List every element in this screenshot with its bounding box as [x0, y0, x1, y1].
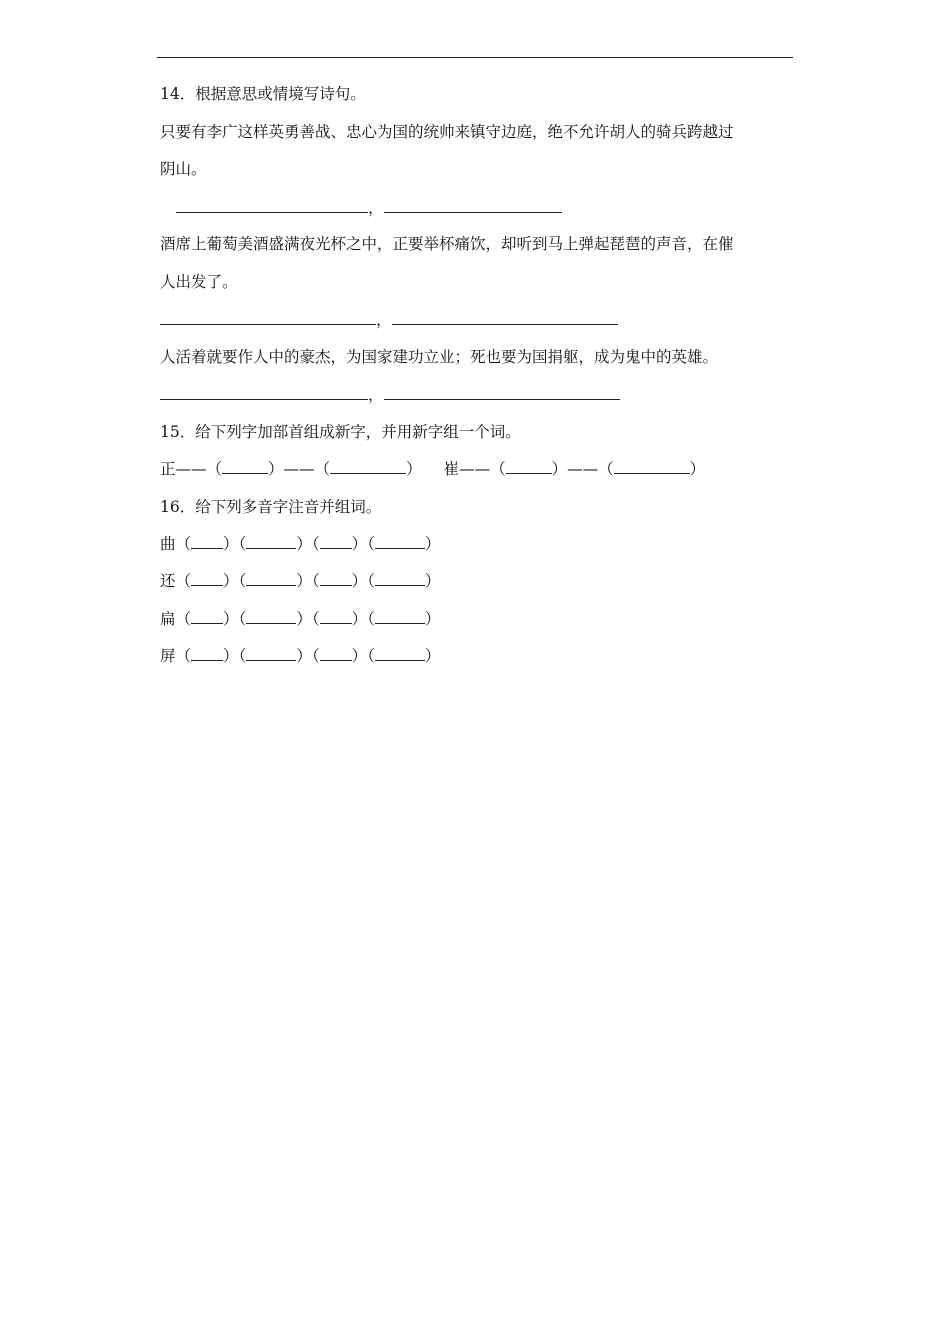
- right-paren: ）: [296, 610, 312, 628]
- q16-row: [160, 532, 440, 554]
- q14-title: 14．根据意思或情境写诗句。: [160, 85, 366, 103]
- pinyin-blank[interactable]: [320, 609, 352, 624]
- q14-item1-prompt-line2: 阴山。: [160, 160, 207, 178]
- new-char-blank[interactable]: [506, 459, 552, 474]
- left-paren: （: [367, 610, 375, 628]
- left-paren: （: [311, 572, 320, 590]
- left-paren: （: [238, 610, 247, 628]
- right-paren: ）: [223, 647, 239, 665]
- pinyin-blank[interactable]: [191, 646, 223, 661]
- answer-blank[interactable]: [160, 385, 368, 400]
- word-blank[interactable]: [375, 646, 425, 661]
- right-paren: ）: [406, 460, 422, 478]
- pinyin-blank[interactable]: [191, 609, 223, 624]
- header-rule: [157, 57, 793, 58]
- answer-blank[interactable]: [176, 198, 368, 213]
- left-paren: （: [175, 647, 192, 665]
- q15-row: [160, 457, 705, 479]
- right-paren: ）: [351, 610, 368, 628]
- answer-blank[interactable]: [384, 198, 562, 213]
- right-paren: ）: [296, 535, 312, 553]
- right-paren: ）: [223, 572, 239, 590]
- right-paren: ）: [551, 460, 568, 478]
- right-paren: ）: [296, 572, 312, 590]
- comma: ，: [368, 386, 384, 404]
- right-paren: ）: [424, 610, 441, 628]
- pinyin-blank[interactable]: [320, 646, 352, 661]
- word-blank[interactable]: [375, 609, 425, 624]
- q15-title: 15．给下列字加部首组成新字，并用新字组一个词。: [160, 423, 521, 441]
- new-char-blank[interactable]: [222, 459, 268, 474]
- right-paren: ）: [296, 647, 312, 665]
- q16-row: [160, 569, 440, 591]
- word-blank[interactable]: [375, 571, 425, 586]
- dash: ——: [283, 460, 315, 478]
- right-paren: ）: [424, 647, 441, 665]
- q14-item2-prompt-line2: 人出发了。: [160, 273, 238, 291]
- right-paren: ）: [351, 535, 368, 553]
- answer-blank[interactable]: [392, 310, 618, 325]
- pinyin-blank[interactable]: [320, 534, 352, 549]
- word-blank[interactable]: [375, 534, 425, 549]
- polyphone-char: 曲: [160, 535, 176, 553]
- pinyin-blank[interactable]: [191, 571, 223, 586]
- dash: ——: [567, 460, 599, 478]
- q16-title: 16．给下列多音字注音并组词。: [160, 498, 382, 516]
- q16-row: [160, 644, 440, 666]
- q15-char: 崔: [443, 460, 460, 478]
- left-paren: （: [367, 535, 375, 553]
- left-paren: （: [175, 610, 192, 628]
- dash: ——: [459, 460, 491, 478]
- q14-item2-prompt-line1: 酒席上葡萄美酒盛满夜光杯之中，正要举杯痛饮，却听到马上弹起琵琶的声音，在催: [160, 235, 734, 253]
- left-paren: （: [238, 647, 247, 665]
- pinyin-blank[interactable]: [320, 571, 352, 586]
- q14-item1-answer-row: [176, 196, 562, 218]
- polyphone-char: 屏: [160, 647, 176, 665]
- left-paren: （: [238, 572, 247, 590]
- word-blank[interactable]: [614, 459, 690, 474]
- q15-char: 正: [160, 460, 176, 478]
- left-paren: （: [238, 535, 247, 553]
- q14-item2-answer-row: [160, 308, 618, 330]
- dash: ——: [175, 460, 207, 478]
- answer-blank[interactable]: [384, 385, 620, 400]
- left-paren: （: [598, 460, 614, 478]
- q16-row: [160, 607, 440, 629]
- q14-item1-prompt-line1: 只要有李广这样英勇善战、忠心为国的统帅来镇守边庭，绝不允许胡人的骑兵跨越过: [160, 123, 734, 141]
- right-paren: ）: [351, 572, 368, 590]
- right-paren: ）: [424, 535, 441, 553]
- left-paren: （: [175, 572, 192, 590]
- polyphone-char: 扁: [160, 610, 176, 628]
- left-paren: （: [175, 535, 192, 553]
- right-paren: ）: [223, 535, 239, 553]
- comma: ，: [376, 311, 392, 329]
- word-blank[interactable]: [246, 571, 296, 586]
- left-paren: （: [367, 572, 375, 590]
- left-paren: （: [311, 535, 320, 553]
- word-blank[interactable]: [330, 459, 406, 474]
- left-paren: （: [490, 460, 506, 478]
- polyphone-char: 还: [160, 572, 176, 590]
- right-paren: ）: [689, 460, 706, 478]
- left-paren: （: [311, 610, 320, 628]
- word-blank[interactable]: [246, 534, 296, 549]
- q14-item3-prompt-line1: 人活着就要作人中的豪杰，为国家建功立业；死也要为国捐躯，成为鬼中的英雄。: [160, 348, 719, 366]
- left-paren: （: [311, 647, 320, 665]
- left-paren: （: [367, 647, 375, 665]
- left-paren: （: [206, 460, 223, 478]
- word-blank[interactable]: [246, 646, 296, 661]
- left-paren: （: [314, 460, 331, 478]
- word-blank[interactable]: [246, 609, 296, 624]
- right-paren: ）: [424, 572, 441, 590]
- comma: ，: [368, 199, 384, 217]
- pinyin-blank[interactable]: [191, 534, 223, 549]
- right-paren: ）: [351, 647, 368, 665]
- right-paren: ）: [223, 610, 239, 628]
- right-paren: ）: [268, 460, 284, 478]
- q14-item3-answer-row: [160, 383, 620, 405]
- answer-blank[interactable]: [160, 310, 376, 325]
